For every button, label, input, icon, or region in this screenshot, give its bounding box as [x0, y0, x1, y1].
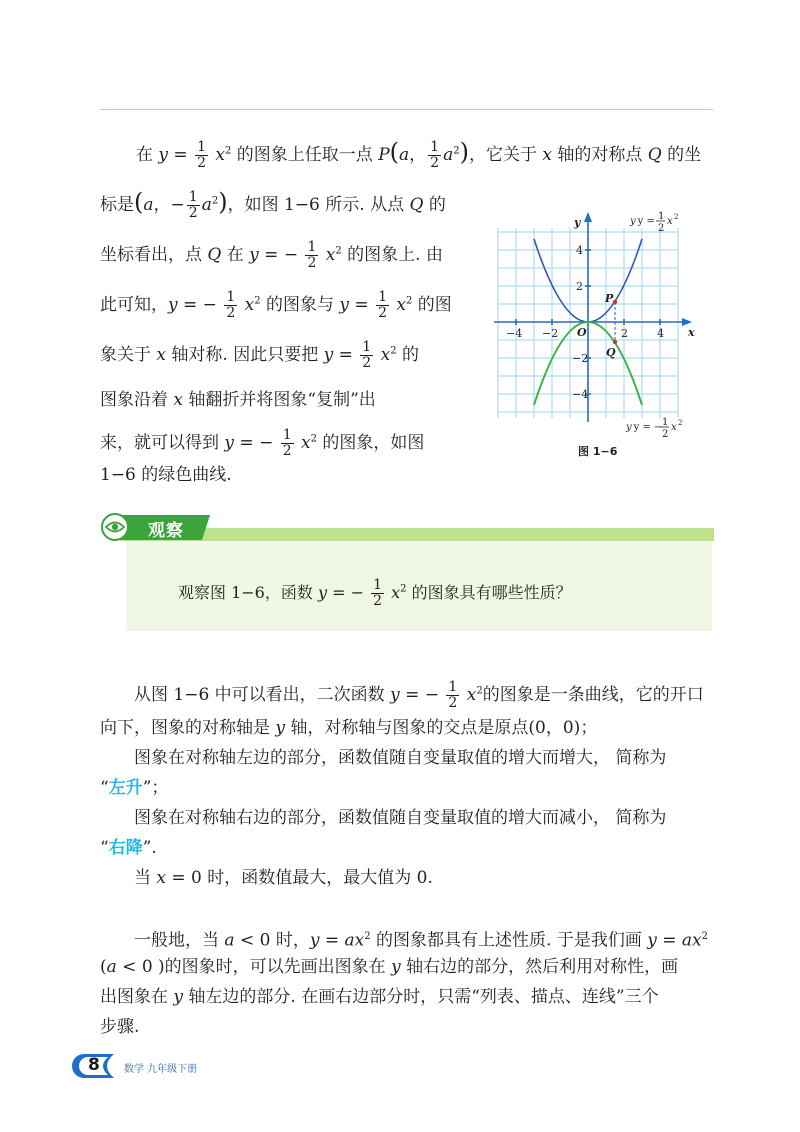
observe-question: 观察图 1−6，函数 y = − $\frac{1}{2}$ $x^2$ 的图象具有哪些性质？	[178, 577, 572, 609]
parabola-figure	[492, 208, 704, 448]
tick-y-4: 4	[576, 244, 583, 257]
axis-y-label: y	[574, 216, 581, 229]
figure-caption: 图 1−6	[578, 445, 618, 458]
tick-x-4: 4	[657, 327, 664, 340]
tick-y-neg4: −4	[572, 388, 589, 401]
tick-x-2: 2	[621, 327, 628, 340]
tick-x-neg4: −4	[506, 327, 523, 340]
origin-label: O	[577, 326, 587, 339]
point-p-dot	[613, 300, 617, 304]
upper-curve-label	[629, 211, 678, 234]
tick-x-neg2: −2	[542, 327, 559, 340]
term-right-fall: 右降	[108, 838, 143, 858]
book-label: 数学 九年级下册	[124, 1064, 198, 1075]
observe-title: 观察	[148, 521, 184, 541]
lower-curve-label	[625, 417, 682, 440]
term-left-rise: 左升	[108, 778, 143, 798]
page-number: 8	[88, 1055, 100, 1075]
point-p-label: P	[605, 292, 614, 305]
svg-text:yy =: y y =	[630, 216, 655, 227]
header-rule	[100, 109, 713, 110]
axes	[494, 212, 692, 422]
svg-text:1: 1	[658, 211, 665, 222]
svg-text:1: 1	[662, 417, 669, 428]
svg-text:2: 2	[674, 213, 679, 221]
svg-text:2: 2	[662, 429, 669, 440]
svg-text:x: x	[667, 216, 673, 227]
tick-y-2: 2	[576, 280, 583, 293]
point-q-label: Q	[606, 346, 616, 359]
point-q-dot	[613, 340, 617, 344]
svg-text:2: 2	[658, 223, 665, 234]
svg-text:x: x	[671, 422, 677, 433]
axis-x-label: x	[688, 326, 695, 339]
svg-text:2: 2	[678, 419, 683, 427]
tick-y-neg2: −2	[572, 352, 589, 365]
eye-icon	[106, 523, 124, 532]
svg-text:yy = −: y y = −	[626, 422, 663, 433]
